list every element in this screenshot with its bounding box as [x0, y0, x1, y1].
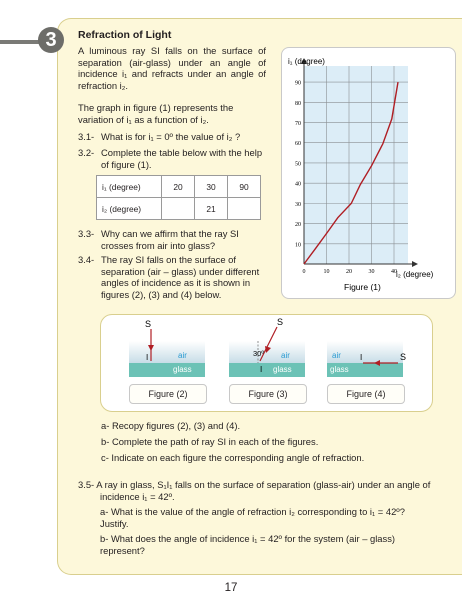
- glass-layer: [229, 363, 305, 377]
- point-s-label: S: [145, 319, 152, 329]
- glass-label: glass: [173, 365, 192, 374]
- figure-1-svg: [282, 48, 455, 298]
- air-label: air: [332, 351, 341, 360]
- exercise-title: Refraction of Light: [78, 29, 172, 41]
- question-3-5-a: a- What is the value of the angle of refraction i₂ corresponding to i₁ = 42º? Justify.: [100, 506, 405, 529]
- figures-2-3-4-panel: [100, 314, 433, 412]
- question-number: 3.1-: [78, 131, 95, 142]
- question-text: The ray SI falls on the surface of separation (air – glass) under different angles of incidence as it is shown in figures (2), (3) and (4) below.: [101, 254, 260, 300]
- question-3-5: 3.5- A ray in glass, S₁I₁ falls on the surface of separation (glass-air) under an angle of incidence i₁ = 42º.: [78, 479, 431, 502]
- task-c: c- Indicate on each figure the corresponding angle of refraction.: [101, 452, 365, 463]
- y-tick-label: 10: [295, 242, 301, 249]
- page-number: 17: [224, 582, 238, 594]
- point-i-label: I: [260, 365, 263, 374]
- table-cell: 20: [162, 176, 195, 198]
- task-b: b- Complete the path of ray SI in each of the figures.: [101, 436, 319, 447]
- plot-area: [295, 58, 418, 275]
- air-label: air: [178, 351, 187, 360]
- x-tick-label: 30: [368, 269, 375, 275]
- table-row: [97, 176, 261, 198]
- y-tick-label: 50: [295, 161, 301, 168]
- y-tick-label: 20: [295, 222, 301, 229]
- table-cell: 21: [195, 198, 228, 220]
- table-row-label: i₂ (degree): [97, 198, 162, 220]
- point-s-label: S: [277, 317, 284, 327]
- glass-layer: [129, 363, 205, 377]
- question-3-5-b: b- What does the angle of incidence i₁ = 42º for the system (air – glass) represent?: [100, 533, 396, 556]
- question-number: 3.2-: [78, 147, 95, 158]
- glass-label: glass: [330, 365, 349, 374]
- table-cell: [228, 198, 261, 220]
- y-tick-label: 40: [295, 181, 301, 188]
- x-tick-label: 20: [346, 269, 352, 275]
- table-cell: 90: [228, 176, 261, 198]
- question-text: Why can we affirm that the ray SI crosses from air into glass?: [101, 228, 239, 251]
- graph-description: The graph in figure (1) represents the variation of i₁ as a function of i₂.: [78, 102, 234, 125]
- question-number: 3.3-: [78, 228, 95, 239]
- figure-1-graph: [281, 47, 456, 299]
- point-i-label: I: [146, 353, 149, 362]
- point-i-label: I: [360, 353, 363, 362]
- point-s-label: S: [400, 352, 407, 362]
- figure-4-caption: Figure (4): [327, 384, 405, 404]
- table-cell: 30: [195, 176, 228, 198]
- x-tick-label: 40: [391, 269, 397, 275]
- y-tick-label: 60: [295, 141, 301, 148]
- x-axis-arrow: [412, 261, 418, 267]
- question-number: 3.4-: [78, 254, 95, 265]
- question-text: Complete the table below with the help of figure (1).: [101, 147, 263, 170]
- table-cell: [162, 198, 195, 220]
- air-label: air: [281, 351, 290, 360]
- table-row-label: i₁ (degree): [97, 176, 162, 198]
- intro-paragraph: A luminous ray SI falls on the surface of separation (air-glass) under an angle of incidence i₁ and refracts under an angle of refraction i₂.: [78, 45, 266, 91]
- y-tick-label: 70: [295, 121, 301, 128]
- plot-background: [304, 66, 408, 264]
- y-tick-label: 80: [295, 100, 301, 107]
- y-axis-label: i₁ (degree): [288, 57, 325, 66]
- figure-3-diagram: [229, 317, 305, 377]
- air-layer: [129, 341, 205, 363]
- x-tick-label: 0: [302, 269, 306, 275]
- section-number-badge: 3: [38, 27, 64, 53]
- figure-4-diagram: [327, 341, 406, 377]
- x-tick-label: 10: [323, 269, 330, 275]
- y-tick-label: 90: [295, 80, 301, 87]
- figure-2-diagram: [129, 319, 205, 377]
- table-row: [97, 198, 261, 220]
- angle-label: 30º: [253, 349, 265, 358]
- figure-1-caption: Figure (1): [344, 282, 381, 292]
- glass-label: glass: [273, 365, 292, 374]
- x-axis-label: i₂ (degree): [396, 270, 434, 279]
- data-table: [96, 175, 261, 220]
- y-tick-label: 30: [295, 201, 301, 208]
- question-text: What is for i₁ = 0º the value of i₂ ?: [101, 131, 241, 142]
- task-a: a- Recopy figures (2), (3) and (4).: [101, 420, 241, 431]
- figure-2-caption: Figure (2): [129, 384, 207, 404]
- figure-3-caption: Figure (3): [229, 384, 307, 404]
